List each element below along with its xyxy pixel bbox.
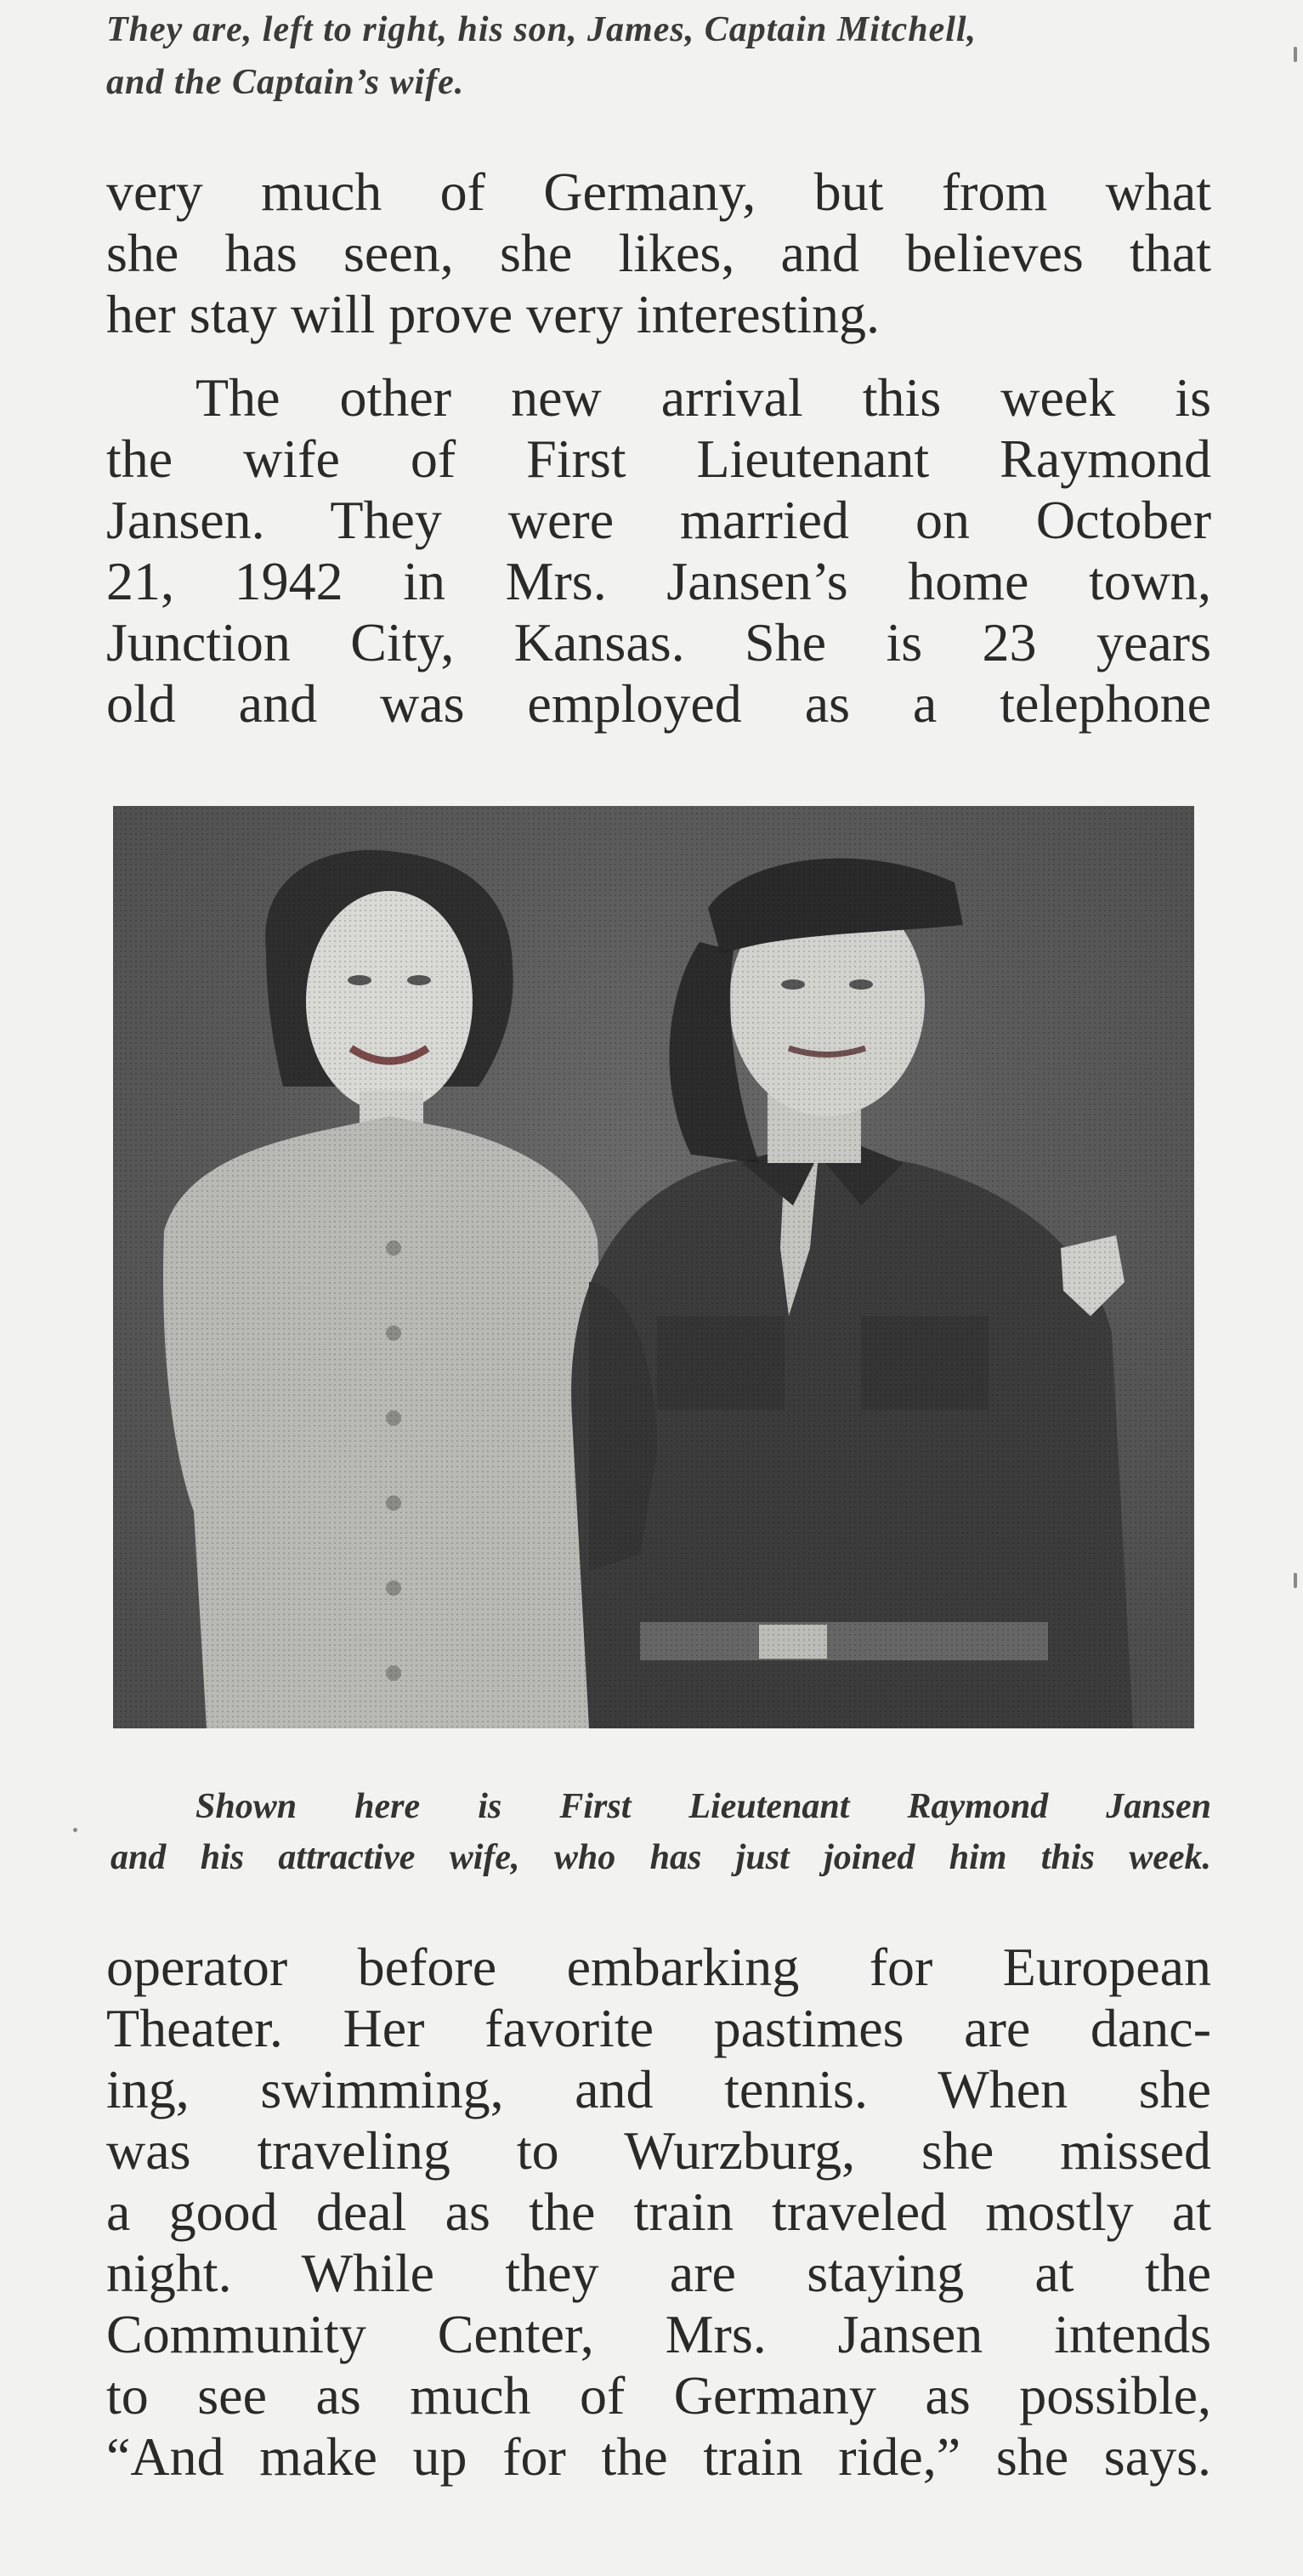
text-line: very much of Germany, but from what [106,162,1211,222]
text-line: the wife of First Lieutenant Raymond [106,428,1211,489]
text-line: Community Center, Mrs. Jansen intends [106,2304,1211,2364]
photo-illustration [113,806,1194,1728]
caption-line: and the Captain’s wife. [106,63,465,102]
text-line: operator before embarking for European [106,1937,1211,1997]
text-line: “And make up for the train ride,” she says. [106,2426,1211,2487]
caption-line: Shown here is First Lieutenant Raymond Jansen [195,1787,1211,1826]
text-line: Theater. Her favorite pastimes are danc- [106,1998,1211,2058]
text-line: old and was employed as a telephone [106,673,1211,734]
text-line: ing, swimming, and tennis. When she [106,2059,1211,2119]
print-speck [73,1828,77,1832]
caption-cut-line [106,0,1211,3]
text-line: Junction City, Kansas. She is 23 years [106,612,1211,672]
text-line: night. While they are staying at the [106,2243,1211,2303]
text-line: 21, 1942 in Mrs. Jansen’s home town, [106,551,1211,611]
text-line: to see as much of Germany as possible, [106,2365,1211,2426]
article-paragraph-continued [106,162,1211,345]
print-speck [1294,1573,1297,1588]
previous-photo-caption [106,0,1211,109]
text-line: her stay will prove very interesting. [106,284,880,344]
text-line: was traveling to Wurzburg, she missed [106,2120,1211,2181]
text-line: Jansen. They were married on October [106,490,1211,550]
caption-line: They are, left to right, his son, James, Captain Mitchell, [106,10,977,49]
caption-line: and his attractive wife, who has just joined him this week. [110,1838,1211,1877]
print-speck [1294,47,1297,62]
article-paragraph-continued [106,1937,1211,2488]
text-line: a good deal as the train traveled mostly at [106,2182,1211,2242]
text-line: she has seen, she likes, and believes that [106,223,1211,283]
article-paragraph-new-arrival [106,367,1211,735]
text-line: The other new arrival this week is [195,367,1211,428]
photo-caption [110,1781,1211,1883]
couple-photograph [113,806,1194,1728]
